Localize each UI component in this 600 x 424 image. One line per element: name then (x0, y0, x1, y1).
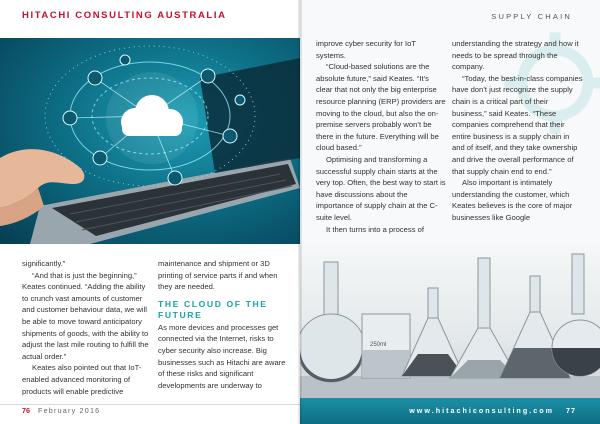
right-folio (409, 406, 576, 415)
paragraph: understanding the strategy and how it needs to be spread through the company. (452, 39, 579, 72)
issue-date: February 2016 (38, 406, 101, 415)
website-url[interactable]: www.hitachiconsulting.com (409, 406, 554, 415)
laboratory-image (300, 244, 600, 404)
paragraph: maintenance and shipment or 3D printing of service parts if and when they are needed. (158, 259, 278, 292)
spread-gutter (298, 0, 302, 424)
laboratory-glassware-icon (300, 244, 600, 404)
paragraph: As more devices and processes get connected via the Internet, risks to cyber security also increase. Big businesses such as Hitachi are aware of these risks and significant developments are underway to (158, 322, 286, 390)
section-heading (158, 299, 288, 321)
left-column-2 (158, 258, 288, 391)
paragraph: Keates also pointed out that IoT-enabled advanced monitoring of products will enable predictive (22, 363, 142, 396)
paragraph: “And that is just the beginning,” Keates continued. “Adding the ability to crunch vast amounts of customer and customer behaviour data, we will be able to move toward anticipatory shipments of goods, with the ability to adjust the last mile routing to fulfill the actual order.” (22, 270, 149, 361)
paragraph: “Cloud-based solutions are the absolute future,” said Keates. “It’s clear that not only the big enterprise resource planning (ERP) providers are moving to the cloud, but also the on-premise servers probably won’t be there in the future. Everything will be cloud based.” (316, 62, 446, 153)
page-number-left: 76 (22, 406, 30, 415)
left-column-1 (22, 258, 150, 397)
right-column-1 (316, 38, 446, 235)
paragraph: improve cyber security for IoT systems. (316, 39, 416, 60)
paragraph: It then turns into a process of (326, 224, 424, 234)
paragraph: Also important is intimately understanding the customer, which Keates believes is the core of major businesses like Google (452, 178, 573, 222)
brand-header: HITACHI CONSULTING AUSTRALIA (22, 10, 227, 21)
beaker-label: 250ml (370, 342, 387, 348)
paragraph: Optimising and transforming a successful supply chain starts at the very top. Often, the best way to start is have discussions about the importance of supply chain at the C-suite level. (316, 154, 446, 222)
section-heading-line-2: FUTURE (158, 309, 203, 320)
page-number-right: 77 (566, 406, 576, 415)
paragraph: “Today, the best-in-class companies have don’t just recognize the supply chain is a critical part of their business,” said Keates. “These companies comprehend that their entire business is a supply chain in and of itself, and they take ownership and drive the overall performance of that supply chain end to end.” (452, 73, 583, 176)
cloud-laptop-network-icon (0, 38, 300, 244)
left-folio (22, 406, 100, 415)
section-label: SUPPLY CHAIN (491, 12, 572, 21)
section-heading-line-1: THE CLOUD OF THE (158, 298, 268, 309)
hero-image (0, 38, 300, 244)
right-column-2 (452, 38, 584, 224)
paragraph: significantly.” (22, 259, 66, 268)
